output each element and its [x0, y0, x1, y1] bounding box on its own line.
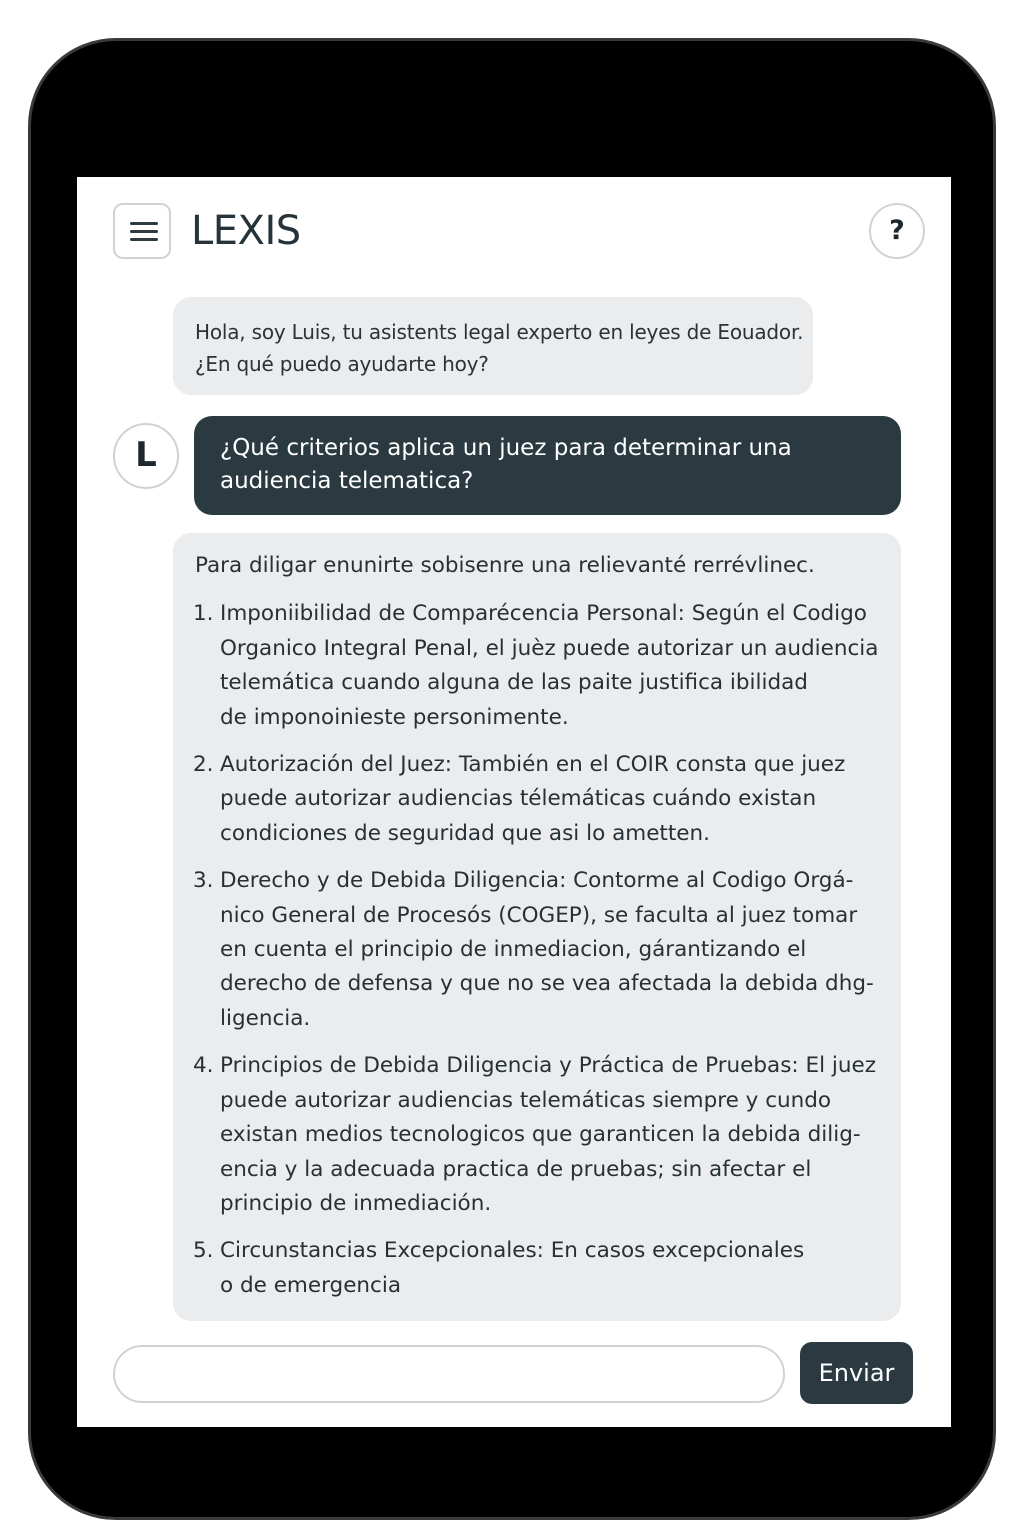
help-button[interactable]: ?	[869, 203, 925, 259]
list-item-line: en cuenta el principio de inmediacion, gárantizando el	[220, 937, 807, 963]
message-input[interactable]	[113, 1345, 785, 1403]
user-message-line: audiencia telematica?	[220, 468, 474, 494]
user-avatar: L	[113, 423, 179, 489]
list-item-line: nico General de Procesós (COGEP), se faculta al juez tomar	[220, 902, 858, 928]
answer-list	[195, 597, 887, 1303]
list-item-line: Organico Integral Penal, el juèz puede autorizar un audiencia	[220, 635, 879, 661]
greeting-line: ¿En qué puedo ayudarte hoy?	[195, 352, 489, 376]
list-item-line: derecho de defensa y que no se vea afectada la debida dhg-	[220, 971, 874, 997]
list-item-line: puede autorizar audiencias telemáticas siempre y cundo	[220, 1087, 832, 1113]
app-title: LEXIS	[191, 208, 301, 254]
list-item-line: Derecho y de Debida Diligencia: Contorme al Codigo Orgá-	[220, 868, 854, 894]
assistant-answer-message	[173, 533, 901, 1321]
list-item-line: telemática cuando alguna de las paite justifica ibilidad	[220, 670, 808, 696]
answer-intro: Para diligar enunirte sobisenre una relievanté rerrévlinec.	[195, 553, 815, 578]
answer-list-item	[195, 1049, 887, 1221]
user-message	[194, 416, 901, 515]
list-item-line: Principios de Debida Diligencia y Práctica de Pruebas: El juez	[220, 1053, 876, 1079]
list-item-line: puede autorizar audiencias télemáticas cuándo existan	[220, 786, 817, 812]
list-item-number: 2.	[193, 752, 214, 778]
user-message-line: ¿Qué criterios aplica un juez para determinar una	[220, 435, 792, 461]
list-item-line: Autorización del Juez: También en el COIR consta que juez	[220, 752, 846, 778]
list-item-line: o de emergencia	[220, 1272, 402, 1298]
list-item-line: Circunstancias Excepcionales: En casos excepcionales	[220, 1238, 805, 1264]
app-screen	[77, 177, 951, 1427]
answer-list-item	[195, 748, 887, 851]
list-item-line: encia y la adecuada practica de pruebas; sin afectar el	[220, 1156, 812, 1182]
list-item-line: principio de inmediación.	[220, 1190, 492, 1216]
list-item-line: de imponoinieste personimente.	[220, 704, 569, 730]
list-item-line: existan medios tecnologicos que garanticen la debida dilig-	[220, 1122, 861, 1148]
list-item-number: 1.	[193, 601, 214, 627]
answer-list-item	[195, 597, 887, 735]
list-item-line: Imponiibilidad de Comparécencia Personal: Según el Codigo	[220, 601, 867, 627]
list-item-number: 4.	[193, 1053, 214, 1079]
tablet-frame	[28, 38, 996, 1520]
greeting-line: Hola, soy Luis, tu asistents legal experto en leyes de Eouador.	[195, 320, 804, 344]
menu-button[interactable]	[113, 203, 171, 259]
list-item-line: ligencia.	[220, 1005, 311, 1031]
answer-list-item	[195, 864, 887, 1036]
list-item-number: 3.	[193, 868, 214, 894]
list-item-number: 5.	[193, 1238, 214, 1264]
answer-list-item	[195, 1234, 887, 1303]
assistant-greeting-message	[173, 297, 813, 395]
send-button[interactable]: Enviar	[800, 1342, 913, 1404]
list-item-line: condiciones de seguridad que asi lo ametten.	[220, 820, 710, 846]
